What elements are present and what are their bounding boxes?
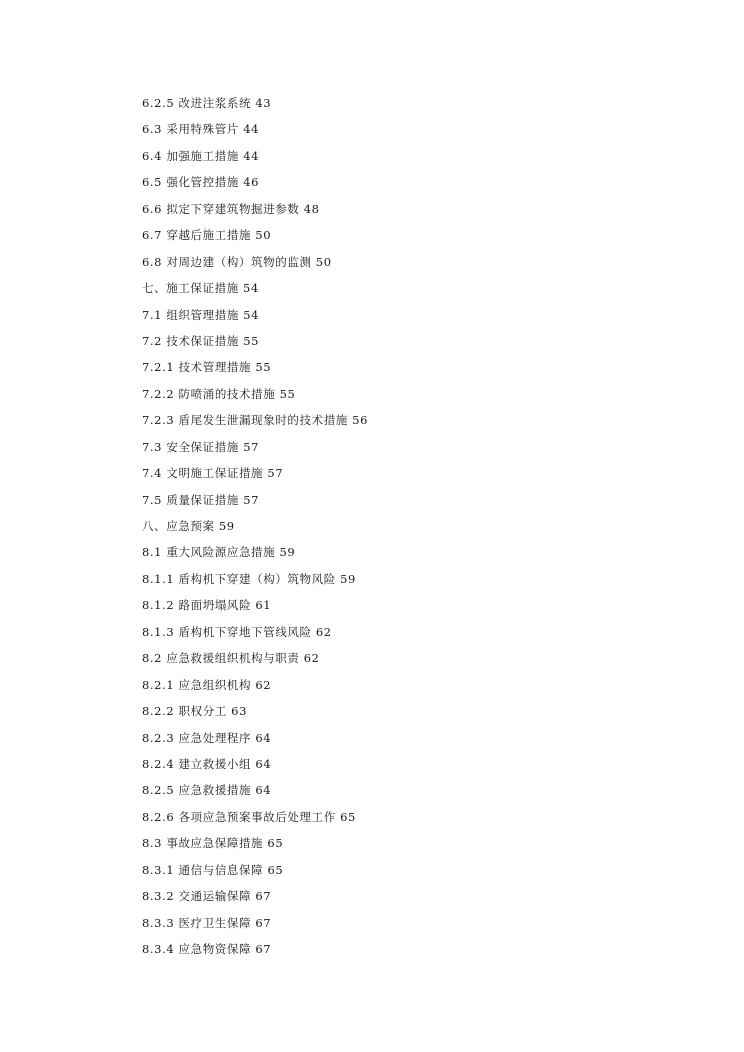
toc-entry: 7.3 安全保证措施 57 [142,439,260,454]
toc-entry: 8.1.3 盾构机下穿地下管线风险 62 [142,624,332,639]
toc-entry: 6.7 穿越后施工措施 50 [142,228,272,243]
toc-entry: 八、应急预案 59 [142,519,235,533]
toc-entry: 七、施工保证措施 54 [142,281,259,296]
toc-entry: 8.3 事故应急保障措施 65 [142,836,284,851]
toc-entry: 7.5 质量保证措施 57 [142,492,260,507]
toc-entry: 6.2.5 改进注浆系统 43 [142,96,272,110]
toc-entry: 7.1 组织管理措施 54 [142,307,260,322]
toc-entry: 8.3.2 交通运输保障 67 [142,889,272,904]
toc-entry: 8.1.2 路面坍塌风险 61 [142,598,272,613]
toc-entry: 8.3.4 应急物资保障 67 [142,942,272,956]
toc-entry: 6.8 对周边建（构）筑物的监测 50 [142,254,332,269]
toc-entry: 8.2.4 建立救援小组 64 [142,756,272,771]
toc-entry: 8.2.5 应急救援措施 64 [142,783,272,798]
toc-entry: 7.4 文明施工保证措施 57 [142,466,284,481]
table-of-contents [142,90,702,962]
toc-entry: 8.1 重大风险源应急措施 59 [142,545,296,560]
toc-entry: 8.2.6 各项应急预案事故后处理工作 65 [142,809,356,824]
toc-entry: 8.2.2 职权分工 63 [142,704,248,719]
toc-entry: 6.4 加强施工措施 44 [142,148,260,163]
toc-entry: 6.3 采用特殊管片 44 [142,122,260,137]
toc-entry: 7.2 技术保证措施 55 [142,333,260,348]
toc-entry: 8.2.3 应急处理程序 64 [142,730,272,745]
toc-entry: 6.5 强化管控措施 46 [142,175,260,190]
toc-entry: 6.6 拟定下穿建筑物掘进参数 48 [142,201,320,216]
toc-entry: 8.2.1 应急组织机构 62 [142,677,272,692]
toc-entry: 7.2.3 盾尾发生泄漏现象时的技术措施 56 [142,413,369,428]
toc-entry: 8.3.1 通信与信息保障 65 [142,862,284,877]
toc-entry: 8.2 应急救援组织机构与职责 62 [142,651,320,666]
toc-entry: 8.3.3 医疗卫生保障 67 [142,915,272,930]
toc-entry: 7.2.1 技术管理措施 55 [142,360,272,375]
toc-entry: 8.1.1 盾构机下穿建（构）筑物风险 59 [142,571,356,586]
toc-entry: 7.2.2 防喷涌的技术措施 55 [142,386,296,401]
